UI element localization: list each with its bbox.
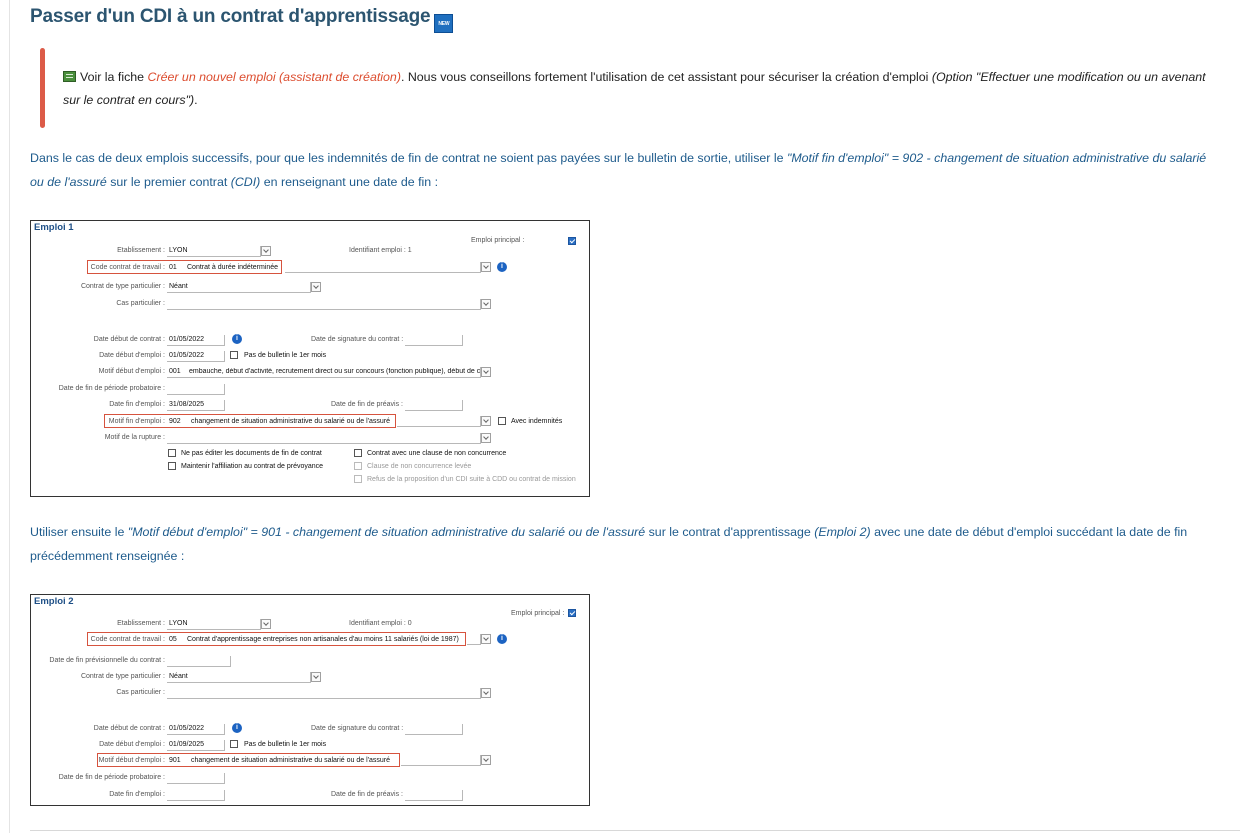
avec-indemnites-checkbox[interactable]	[498, 417, 506, 425]
bottom-divider	[30, 830, 1240, 831]
motif-fin-text: changement de situation administrative du salarié ou de l'assuré	[191, 418, 391, 425]
etablissement-field[interactable]	[167, 619, 261, 630]
motif-debut-field[interactable]	[401, 755, 481, 766]
paragraph-2: Utiliser ensuite le "Motif début d'emploi" = 901 - changement de situation administrative du salarié ou de l'assuré sur le contrat d'apprentissage (Emploi 2) avec une date de début d'emploi succédant la date de fin précédemment renseignée :	[30, 525, 1188, 563]
date-fin-preavis-field[interactable]	[405, 400, 463, 411]
page-title: Passer d'un CDI à un contrat d'apprentissage NEW	[30, 6, 453, 33]
code-contrat-label: Code contrat de travail :	[90, 264, 165, 271]
clause-non-concurrence-checkbox[interactable]	[354, 449, 362, 457]
type-particulier-value: Néant	[169, 283, 188, 290]
chevron-down-icon[interactable]	[481, 262, 491, 272]
left-rule	[9, 0, 10, 833]
code-contrat-code: 05	[169, 636, 177, 643]
info-icon[interactable]: i	[497, 634, 507, 644]
emploi2-header: Emploi 2	[34, 596, 74, 607]
emploi1-header: Emploi 1	[34, 222, 74, 233]
info-icon[interactable]: i	[232, 334, 242, 344]
date-debut-contrat-value: 01/05/2022	[169, 336, 205, 343]
identifiant-emploi: Identifiant emploi : 0	[349, 620, 412, 627]
code-contrat-field[interactable]	[467, 634, 481, 645]
pas-bulletin-label: Pas de bulletin le 1er mois	[244, 741, 327, 748]
chevron-down-icon[interactable]	[481, 416, 491, 426]
type-particulier-label: Contrat de type particulier :	[80, 673, 165, 680]
avec-indemnites-label: Avec indemnités	[511, 418, 563, 425]
chevron-down-icon[interactable]	[481, 433, 491, 443]
info-note	[40, 48, 1225, 128]
chevron-down-icon[interactable]	[481, 634, 491, 644]
date-fin-preavis-label: Date de fin de préavis :	[331, 401, 403, 408]
emploi2-screenshot	[30, 594, 590, 806]
chevron-down-icon[interactable]	[311, 672, 321, 682]
code-contrat-code: 01	[169, 264, 177, 271]
clause-levee-label: Clause de non concurrence levée	[367, 463, 472, 470]
chevron-down-icon[interactable]	[481, 367, 491, 377]
cas-particulier-label: Cas particulier :	[116, 300, 165, 307]
emploi-principal-label: Emploi principal :	[511, 610, 565, 617]
motif-debut-field[interactable]	[167, 367, 481, 378]
code-contrat-text: Contrat à durée indéterminée	[187, 264, 279, 271]
date-fin-emploi-label: Date fin d'emploi :	[109, 401, 165, 408]
type-particulier-value: Néant	[169, 673, 188, 680]
date-fin-emploi-label: Date fin d'emploi :	[109, 791, 165, 798]
chevron-down-icon[interactable]	[481, 688, 491, 698]
new-badge: NEW	[434, 14, 453, 33]
chevron-down-icon[interactable]	[261, 619, 271, 629]
date-fin-emploi-field[interactable]	[167, 790, 225, 801]
date-debut-contrat-field[interactable]	[167, 724, 225, 735]
date-signature-field[interactable]	[405, 335, 463, 346]
maintenir-affiliation-label: Maintenir l'affiliation au contrat de prévoyance	[181, 463, 324, 470]
date-fin-preavis-field[interactable]	[405, 790, 463, 801]
date-debut-emploi-value: 01/09/2025	[169, 741, 205, 748]
emploi-principal-label: Emploi principal :	[471, 237, 525, 244]
date-debut-emploi-field[interactable]	[167, 740, 225, 751]
info-icon[interactable]: i	[232, 723, 242, 733]
etablissement-field[interactable]	[167, 246, 261, 257]
paragraph-1: Dans le cas de deux emplois successifs, pour que les indemnités de fin de contrat ne soient pas payées sur le bulletin de sortie, utiliser le "Motif fin d'emploi" = 902 - changement de situation administrative du salarié ou de l'assuré sur le premier contrat (CDI) en renseignant une date de fin :	[30, 151, 1207, 189]
date-debut-emploi-value: 01/05/2022	[169, 352, 205, 359]
note-accent-bar	[40, 48, 45, 128]
pas-bulletin-checkbox[interactable]	[230, 740, 238, 748]
date-debut-contrat-label: Date début de contrat :	[93, 336, 165, 343]
motif-debut-label: Motif début d'emploi :	[98, 368, 165, 375]
etablissement-value: LYON	[169, 247, 188, 254]
pas-bulletin-checkbox[interactable]	[230, 351, 238, 359]
date-fin-preavis-label: Date de fin de préavis :	[331, 791, 403, 798]
date-fin-emploi-value: 31/08/2025	[169, 401, 205, 408]
date-fin-previsionnelle-field[interactable]	[167, 656, 231, 667]
cas-particulier-field[interactable]	[167, 688, 481, 699]
note-text: Voir la fiche Créer un nouvel emploi (assistant de création). Nous vous conseillons fortement l'utilisation de cet assistant pour sécuriser la création d'emploi (Option "Effectuer une modification ou un avenant sur le contrat en cours").	[63, 70, 1206, 107]
date-debut-emploi-label: Date début d'emploi :	[99, 741, 165, 748]
type-particulier-field[interactable]	[167, 282, 311, 293]
etablissement-value: LYON	[169, 620, 188, 627]
date-fin-probatoire-field[interactable]	[167, 384, 225, 395]
code-contrat-text: Contrat d'apprentissage entreprises non artisanales d'au moins 11 salariés (loi de 1987)	[187, 636, 459, 643]
motif-fin-label: Motif fin d'emploi :	[108, 418, 165, 425]
chevron-down-icon[interactable]	[261, 246, 271, 256]
emploi-principal-checkbox[interactable]	[568, 237, 576, 245]
clause-levee-checkbox[interactable]	[354, 462, 362, 470]
clause-non-concurrence-label: Contrat avec une clause de non concurrence	[367, 450, 507, 457]
date-debut-contrat-value: 01/05/2022	[169, 725, 205, 732]
cas-particulier-field[interactable]	[167, 299, 481, 310]
info-icon[interactable]: i	[497, 262, 507, 272]
motif-debut-label: Motif début d'emploi :	[98, 757, 165, 764]
date-debut-contrat-label: Date début de contrat :	[93, 725, 165, 732]
ne-pas-editer-checkbox[interactable]	[168, 449, 176, 457]
etablissement-label: Etablissement :	[117, 620, 165, 627]
type-particulier-label: Contrat de type particulier :	[80, 283, 165, 290]
motif-debut-code: 901	[169, 757, 181, 764]
chevron-down-icon[interactable]	[481, 755, 491, 765]
type-particulier-field[interactable]	[167, 672, 311, 683]
refus-cdi-checkbox[interactable]	[354, 475, 362, 483]
pas-bulletin-label: Pas de bulletin le 1er mois	[244, 352, 327, 359]
code-contrat-field[interactable]	[285, 262, 481, 273]
emploi-principal-checkbox[interactable]	[568, 609, 576, 617]
motif-rupture-label: Motif de la rupture :	[104, 434, 165, 441]
motif-fin-code: 902	[169, 418, 181, 425]
cas-particulier-label: Cas particulier :	[116, 689, 165, 696]
etablissement-label: Etablissement :	[117, 247, 165, 254]
date-signature-label: Date de signature du contrat :	[311, 725, 404, 732]
date-fin-probatoire-label: Date de fin de période probatoire :	[58, 385, 165, 392]
book-icon	[63, 71, 76, 82]
date-fin-probatoire-label: Date de fin de période probatoire :	[58, 774, 165, 781]
motif-fin-field[interactable]	[397, 416, 481, 427]
motif-rupture-field[interactable]	[167, 433, 481, 444]
date-debut-contrat-field[interactable]	[167, 335, 225, 346]
date-signature-field[interactable]	[405, 724, 463, 735]
motif-debut-text: embauche, début d'activité, recrutement direct ou sur concours (fonction publique), début de c	[189, 368, 481, 375]
identifiant-emploi: Identifiant emploi : 1	[349, 247, 412, 254]
maintenir-affiliation-checkbox[interactable]	[168, 462, 176, 470]
date-signature-label: Date de signature du contrat :	[311, 336, 404, 343]
motif-debut-code: 001	[169, 368, 181, 375]
refus-cdi-label: Refus de la proposition d'un CDI suite à CDD ou contrat de mission	[367, 476, 576, 483]
date-fin-previsionnelle-label: Date de fin prévisionnelle du contrat :	[49, 657, 165, 664]
assistant-link[interactable]: Créer un nouvel emploi (assistant de création)	[147, 70, 401, 84]
date-fin-emploi-field[interactable]	[167, 400, 225, 411]
date-fin-probatoire-field[interactable]	[167, 773, 225, 784]
date-debut-emploi-label: Date début d'emploi :	[99, 352, 165, 359]
motif-debut-text: changement de situation administrative du salarié ou de l'assuré	[191, 757, 391, 764]
ne-pas-editer-label: Ne pas éditer les documents de fin de contrat	[181, 450, 322, 457]
chevron-down-icon[interactable]	[481, 299, 491, 309]
code-contrat-label: Code contrat de travail :	[90, 636, 165, 643]
emploi1-screenshot	[30, 220, 590, 497]
date-debut-emploi-field[interactable]	[167, 351, 225, 362]
chevron-down-icon[interactable]	[311, 282, 321, 292]
